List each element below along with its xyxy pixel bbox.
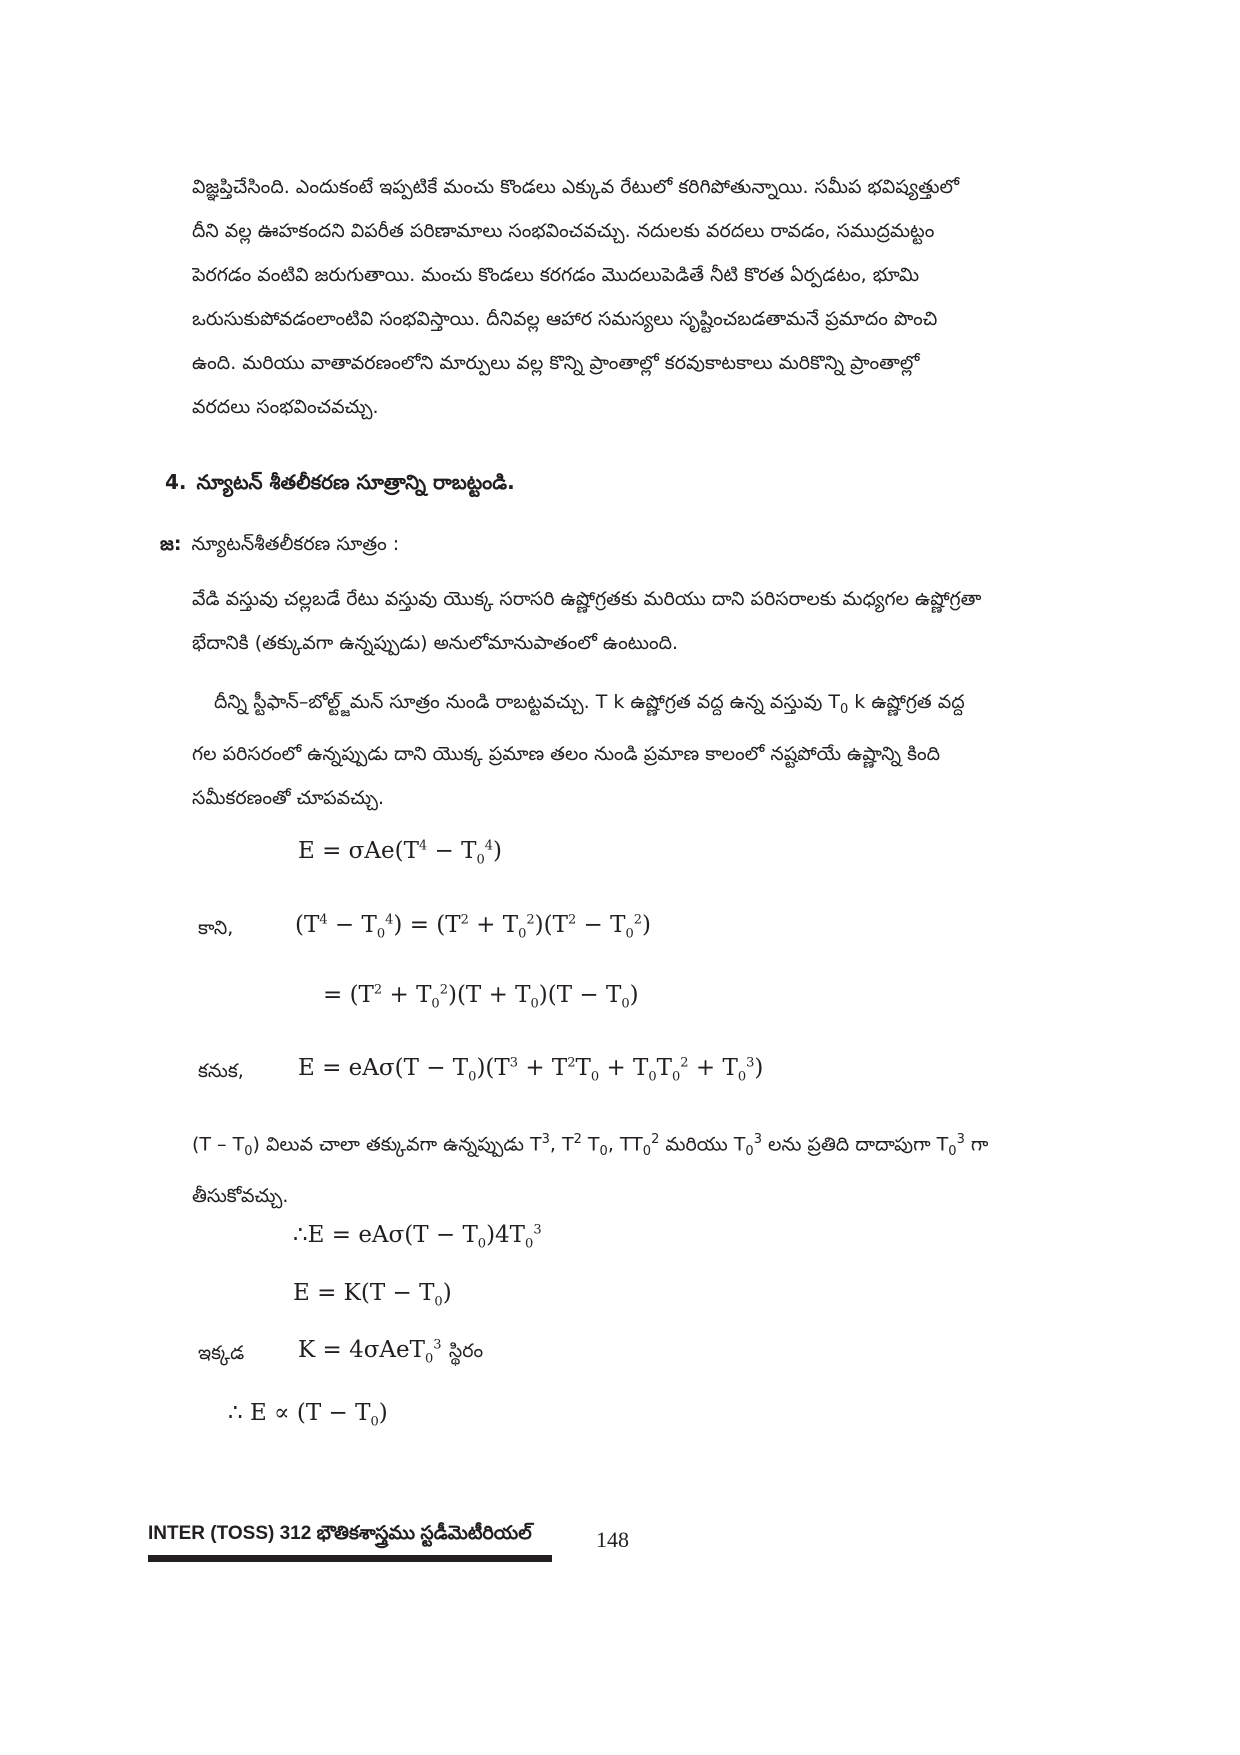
question-text: న్యూటన్ శీతలీకరణ సూత్రాన్ని రాబట్టండి. <box>196 470 515 494</box>
page-number: 148 <box>596 1527 629 1552</box>
text-line: ఉంది. మరియు వాతావరణంలోని మార్పులు వల్ల కొన్ని ప్రాంతాల్లో కరవుకాటకాలు మరికొన్ని ప్రాంతాల్లో <box>192 352 920 374</box>
text-line: పెరగడం వంటివి జరుగుతాయి. మంచు కొండలు కరగడం మొదలుపెడితే నీటి కొరత ఏర్పడటం, భూమి <box>192 264 920 286</box>
answer-label: జ: <box>160 533 182 555</box>
label-hence: కనుక, <box>198 1060 244 1082</box>
text-line: భేదానికి (తక్కువగా ఉన్నప్పుడు) అనులోమానుపాతంలో ఉంటుంది. <box>192 632 679 654</box>
text-fragment: మరియు T <box>659 1133 746 1156</box>
text-line: ఒరుసుకుపోవడంలాంటివి సంభవిస్తాయి. దీనివల్ల ఆహార సమస్యలు సృష్టించబడతామనే ప్రమాదం పొంచి <box>192 308 938 330</box>
text-line: విజ్ఞప్తిచేసింది. ఎందుకంటే ఇప్పటికే మంచు కొండలు ఎక్కువ రేటులో కరిగిపోతున్నాయి. సమీప భవిష్యత్తులో <box>192 176 960 198</box>
text-fragment: ) విలువ చాలా తక్కువగా ఉన్నప్పుడు T <box>252 1133 542 1156</box>
superscript: 2 <box>651 1132 660 1147</box>
superscript: 3 <box>541 1132 550 1147</box>
text-line: సమీకరణంతో చూపవచ్చు. <box>192 786 385 809</box>
equation-proportional: ∴ $E \propto (T - T_0)$ <box>228 1400 388 1430</box>
law-statement <box>192 577 1092 665</box>
text-fragment: దీన్ని స్టీఫాన్–బోల్ట్జ్‌మన్ సూత్రం నుండి రాబట్టవచ్చు. T k ఉష్ణోగ్రత వద్ద ఉన్న వస్తువు T <box>214 691 840 713</box>
text-fragment: గా <box>964 1133 989 1156</box>
equation-factor-2: = $(T^2 + T_0^2)(T + T_0)(T - T_0)$ <box>323 982 639 1012</box>
text-fragment: , TT <box>607 1133 643 1156</box>
intro-paragraph <box>192 165 1092 429</box>
text-line: వేడి వస్తువు చల్లబడే రేటు వస్తువు యొక్క సరాసరి ఉష్ణోగ్రతకు మరియు దాని పరిసరాలకు మధ్యగల ఉష్ణోగ్రతా <box>192 588 982 610</box>
text-line: దీని వల్ల ఊహకందని విపరీత పరిణామాలు సంభవించవచ్చు. నదులకు వరదలు రావడం, సముద్రమట్టం <box>192 220 935 242</box>
answer-title: న్యూటన్‌శీతలీకరణ సూత్రం : <box>191 533 400 555</box>
footer-rule <box>148 1555 552 1562</box>
answer-heading <box>160 533 399 560</box>
question-heading <box>165 470 515 499</box>
subscript: 0 <box>244 1144 253 1160</box>
superscript: 2 <box>573 1132 582 1147</box>
text-fragment: (T – T <box>192 1133 245 1156</box>
constant-label: స్థిరం <box>448 1340 484 1362</box>
footer-title: INTER (TOSS) 312 భౌతికశాస్త్రము స్టడీమెటీరియల్ <box>148 1523 532 1544</box>
subscript: 0 <box>599 1144 608 1160</box>
equation-k-definition: K = 4σAeT$_0^3$ స్థిరం <box>298 1337 484 1367</box>
superscript: 3 <box>753 1132 762 1147</box>
subscript: 0 <box>642 1144 652 1160</box>
equation-stefan-boltzmann: $E = \sigma Ae(T^4 - T_0^4)$ <box>298 838 502 868</box>
text-fragment: T <box>581 1133 600 1156</box>
text-line: గల పరిసరంలో ఉన్నప్పుడు దాని యొక్క ప్రమాణ తలం నుండి ప్రమాణ కాలంలో నష్టపోయే ఉష్ణాన్ని కింది <box>192 742 941 765</box>
equation-approx: ∴E = $eA\sigma(T - T_0)4T_0^3$ <box>293 1222 542 1252</box>
label-where: ఇక్కడ <box>198 1342 245 1364</box>
text-line: తీసుకోవచ్చు. <box>192 1185 289 1208</box>
label-but: కాని, <box>198 917 234 939</box>
text-fragment: k ఉష్ణోగ్రత వద్ద <box>848 691 965 713</box>
approximation-paragraph <box>192 1118 1092 1218</box>
subscript: 0 <box>948 1144 957 1160</box>
equation-factor-1: $(T^4 - T_0^4) = (T^2 + T_0^2)(T^2 - T_0^2)$ <box>295 912 652 942</box>
text-fragment: లను ప్రతిది దాదాపుగా T <box>761 1133 949 1156</box>
derivation-paragraph <box>192 680 1092 820</box>
superscript: 3 <box>956 1132 965 1147</box>
text-line <box>192 1118 1092 1174</box>
text-line <box>192 680 1092 732</box>
text-fragment: , T <box>549 1133 574 1156</box>
equation-expanded: $E = eA\sigma(T - T_0)(T^3 + T^2T_0 + T_0T_0^2 + T_0^3)$ <box>298 1055 764 1085</box>
text-line: వరదలు సంభవించవచ్చు. <box>192 396 379 418</box>
question-number: 4. <box>165 470 187 494</box>
subscript: 0 <box>745 1144 754 1160</box>
subscript: 0 <box>839 701 849 717</box>
equation-k-form: $E = K(T - T_0)$ <box>293 1280 452 1310</box>
